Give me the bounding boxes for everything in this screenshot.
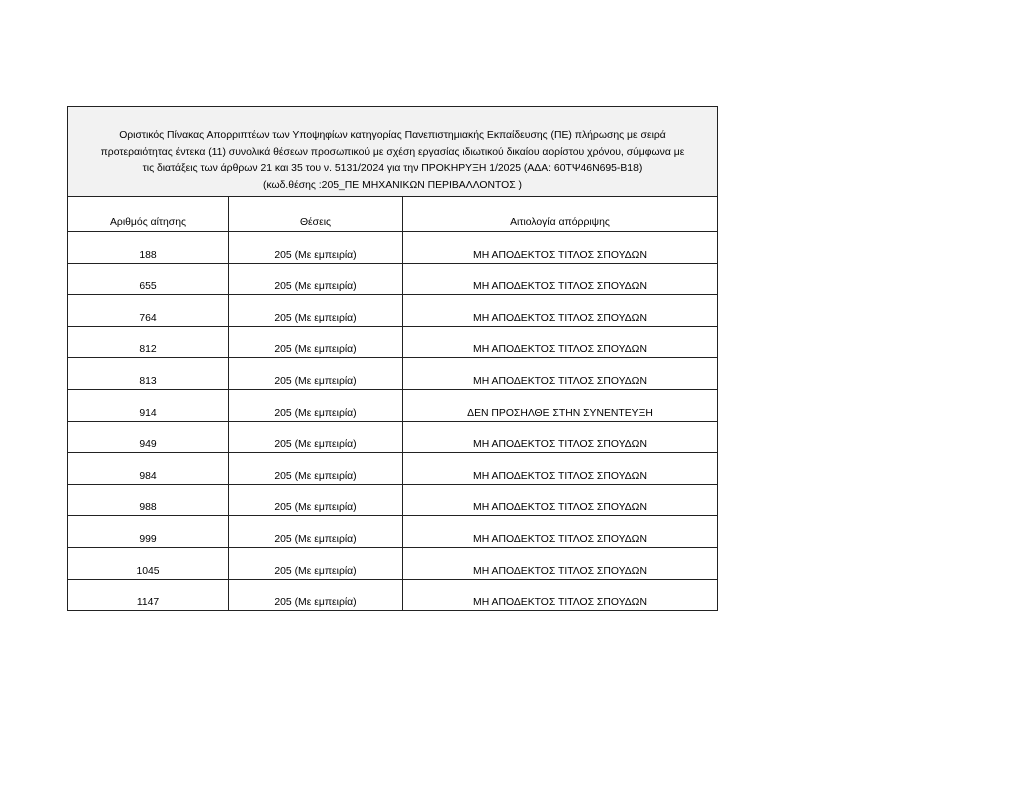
position-cell: 205 (Με εμπειρία) bbox=[229, 295, 403, 327]
application-number-cell: 764 bbox=[68, 295, 229, 327]
rejection-reason-cell: ΜΗ ΑΠΟΔΕΚΤΟΣ ΤΙΤΛΟΣ ΣΠΟΥΔΩΝ bbox=[403, 263, 718, 295]
application-number-cell: 988 bbox=[68, 484, 229, 516]
table-row bbox=[68, 579, 718, 611]
rejection-reason-cell: ΔΕΝ ΠΡΟΣΗΛΘΕ ΣΤΗΝ ΣΥΝΕΝΤΕΥΞΗ bbox=[403, 389, 718, 421]
table-row bbox=[68, 232, 718, 264]
position-cell: 205 (Με εμπειρία) bbox=[229, 453, 403, 485]
position-cell: 205 (Με εμπειρία) bbox=[229, 579, 403, 611]
position-cell: 205 (Με εμπειρία) bbox=[229, 232, 403, 264]
column-header-reason: Αιτιολογία απόρριψης bbox=[403, 197, 718, 232]
rejection-reason-cell: ΜΗ ΑΠΟΔΕΚΤΟΣ ΤΙΤΛΟΣ ΣΠΟΥΔΩΝ bbox=[403, 358, 718, 390]
application-number-cell: 1147 bbox=[68, 579, 229, 611]
table-row bbox=[68, 295, 718, 327]
rejected-candidates-table bbox=[67, 106, 718, 611]
application-number-cell: 984 bbox=[68, 453, 229, 485]
rejection-reason-cell: ΜΗ ΑΠΟΔΕΚΤΟΣ ΤΙΤΛΟΣ ΣΠΟΥΔΩΝ bbox=[403, 453, 718, 485]
title-line-2: προτεραιότητας έντεκα (11) συνολικά θέσεων προσωπικού με σχέση εργασίας ιδιωτικού δικαίου αορίστου χρόνου, σύμφωνα με bbox=[100, 146, 685, 158]
application-number-cell: 813 bbox=[68, 358, 229, 390]
rejection-reason-cell: ΜΗ ΑΠΟΔΕΚΤΟΣ ΤΙΤΛΟΣ ΣΠΟΥΔΩΝ bbox=[403, 421, 718, 453]
rejection-reason-cell: ΜΗ ΑΠΟΔΕΚΤΟΣ ΤΙΤΛΟΣ ΣΠΟΥΔΩΝ bbox=[403, 326, 718, 358]
table-row bbox=[68, 326, 718, 358]
column-header-row bbox=[68, 197, 718, 232]
table-row bbox=[68, 389, 718, 421]
table-row bbox=[68, 421, 718, 453]
table-row bbox=[68, 547, 718, 579]
position-cell: 205 (Με εμπειρία) bbox=[229, 547, 403, 579]
application-number-cell: 999 bbox=[68, 516, 229, 548]
column-header-application: Αριθμός αίτησης bbox=[68, 197, 229, 232]
table-row bbox=[68, 453, 718, 485]
title-line-3: τις διατάξεις των άρθρων 21 και 35 του ν. 5131/2024 για την ΠΡΟΚΗΡΥΞΗ 1/2025 (ΑΔΑ: 60ΤΨ46Ν695-Β18) bbox=[142, 163, 643, 174]
position-cell: 205 (Με εμπειρία) bbox=[229, 263, 403, 295]
table-row bbox=[68, 263, 718, 295]
position-cell: 205 (Με εμπειρία) bbox=[229, 484, 403, 516]
rejection-reason-cell: ΜΗ ΑΠΟΔΕΚΤΟΣ ΤΙΤΛΟΣ ΣΠΟΥΔΩΝ bbox=[403, 295, 718, 327]
rejection-reason-cell: ΜΗ ΑΠΟΔΕΚΤΟΣ ΤΙΤΛΟΣ ΣΠΟΥΔΩΝ bbox=[403, 484, 718, 516]
application-number-cell: 1045 bbox=[68, 547, 229, 579]
rejection-reason-cell: ΜΗ ΑΠΟΔΕΚΤΟΣ ΤΙΤΛΟΣ ΣΠΟΥΔΩΝ bbox=[403, 547, 718, 579]
position-cell: 205 (Με εμπειρία) bbox=[229, 389, 403, 421]
rejection-reason-cell: ΜΗ ΑΠΟΔΕΚΤΟΣ ΤΙΤΛΟΣ ΣΠΟΥΔΩΝ bbox=[403, 579, 718, 611]
application-number-cell: 812 bbox=[68, 326, 229, 358]
results-sheet bbox=[67, 106, 717, 611]
application-number-cell: 188 bbox=[68, 232, 229, 264]
document-title bbox=[68, 107, 718, 197]
table-row bbox=[68, 484, 718, 516]
rejection-reason-cell: ΜΗ ΑΠΟΔΕΚΤΟΣ ΤΙΤΛΟΣ ΣΠΟΥΔΩΝ bbox=[403, 516, 718, 548]
rejection-reason-cell: ΜΗ ΑΠΟΔΕΚΤΟΣ ΤΙΤΛΟΣ ΣΠΟΥΔΩΝ bbox=[403, 232, 718, 264]
column-header-position: Θέσεις bbox=[229, 197, 403, 232]
title-line-4: (κωδ.θέσης :205_ΠΕ ΜΗΧΑΝΙΚΩΝ ΠΕΡΙΒΑΛΛΟΝΤΟΣ ) bbox=[262, 179, 522, 191]
position-cell: 205 (Με εμπειρία) bbox=[229, 516, 403, 548]
application-number-cell: 949 bbox=[68, 421, 229, 453]
table-body bbox=[68, 232, 718, 611]
position-cell: 205 (Με εμπειρία) bbox=[229, 326, 403, 358]
table-row bbox=[68, 358, 718, 390]
title-row bbox=[68, 107, 718, 197]
table-row bbox=[68, 516, 718, 548]
application-number-cell: 914 bbox=[68, 389, 229, 421]
title-line-1: Οριστικός Πίνακας Απορριπτέων των Υποψηφίων κατηγορίας Πανεπιστημιακής Εκπαίδευσης (ΠΕ) πλήρωσης με σειρά bbox=[119, 130, 666, 141]
position-cell: 205 (Με εμπειρία) bbox=[229, 421, 403, 453]
application-number-cell: 655 bbox=[68, 263, 229, 295]
position-cell: 205 (Με εμπειρία) bbox=[229, 358, 403, 390]
